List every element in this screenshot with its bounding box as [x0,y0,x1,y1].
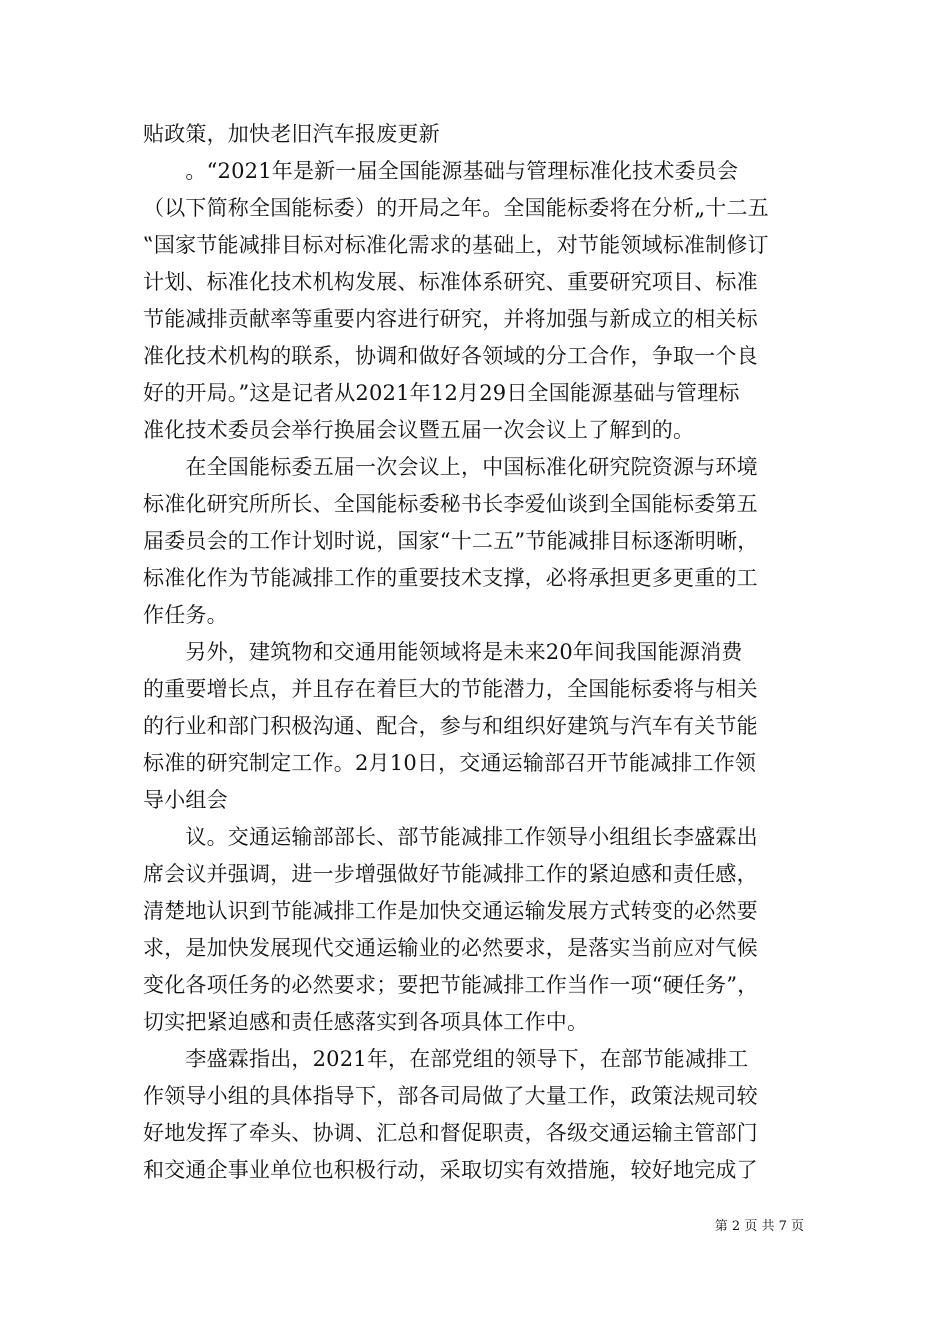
text-line: 节能减排贡献率等重要内容进行研究，并将加强与新成立的相关标 [143,307,758,331]
text-line: 准化技术委员会举行换届会议暨五届一次会议上了解到的。 [143,418,695,442]
text-line: 准化技术机构的联系，协调和做好各领域的分工合作，争取一个良 [143,344,758,368]
text-line: 计划、标准化技术机构发展、标准体系研究、重要研究项目、标准 [143,270,758,294]
text-line: 标准的研究制定工作。2月10日，交通运输部召开节能减排工作领 [143,751,757,775]
text-line: （以下简称全国能标委）的开局之年。全国能标委将在分析„十二五 [143,196,769,220]
text-line: 的重要增长点，并且存在着巨大的节能潜力，全国能标委将与相关 [143,677,758,701]
text-line: 好地发挥了牵头、协调、汇总和督促职责，各级交通运输主管部门 [143,1121,758,1145]
text-line: 导小组会 [143,788,228,812]
text-line: 作领导小组的具体指导下，部各司局做了大量工作，政策法规司较 [143,1084,758,1108]
text-line: 席会议并强调，进一步增强做好节能减排工作的紧迫感和责任感， [143,862,758,886]
text-line: 好的开局。”这是记者从2021年12月29日全国能源基础与管理标 [143,381,740,405]
text-line: ‟国家节能减排目标对标准化需求的基础上，对节能领域标准制修订 [143,233,769,257]
text-line: 贴政策，加快老旧汽车报废更新 [143,122,440,146]
page-number: 第 2 页 共 7 页 [714,1219,804,1234]
text-line: 和交通企事业单位也积极行动，采取切实有效措施，较好地完成了 [143,1158,758,1182]
text-line: 在全国能标委五届一次会议上，中国标准化研究院资源与环境 [143,455,758,479]
text-line: 标准化研究所所长、全国能标委秘书长李爱仙谈到全国能标委第五 [143,492,758,516]
text-line: 另外，建筑物和交通用能领域将是未来20年间我国能源消费 [143,640,743,664]
text-line: 作任务。 [143,603,228,627]
text-line: 变化各项任务的必然要求；要把节能减排工作当作一项“硬任务”， [143,973,759,997]
text-line: 清楚地认识到节能减排工作是加快交通运输发展方式转变的必然要 [143,899,758,923]
text-line: 届委员会的工作计划时说，国家“十二五”节能减排目标逐渐明晰， [143,529,759,553]
text-line: 。“2021年是新一届全国能源基础与管理标准化技术委员会 [143,159,739,183]
text-line: 求，是加快发展现代交通运输业的必然要求，是落实当前应对气候 [143,936,758,960]
text-line: 议。交通运输部部长、部节能减排工作领导小组组长李盛霖出 [143,825,758,849]
text-line: 标准化作为节能减排工作的重要技术支撑，必将承担更多更重的工 [143,566,758,590]
document-body [143,116,813,1189]
text-line: 切实把紧迫感和责任感落实到各项具体工作中。 [143,1010,589,1034]
text-line: 的行业和部门积极沟通、配合，参与和组织好建筑与汽车有关节能 [143,714,758,738]
text-line: 李盛霖指出，2021年，在部党组的领导下，在部节能减排工 [143,1047,749,1071]
